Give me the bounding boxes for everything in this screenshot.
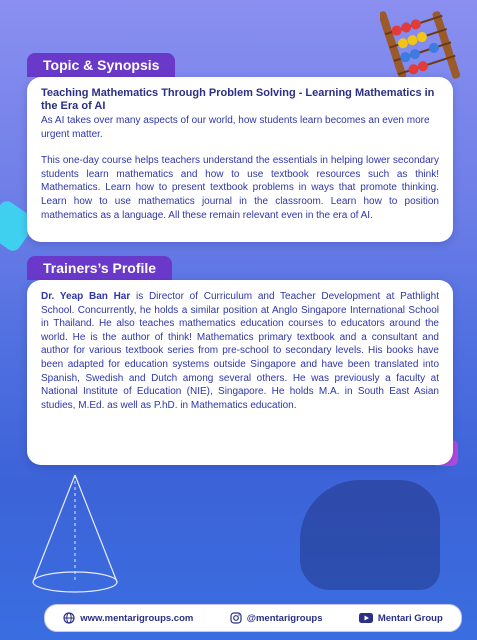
topic-tab: Topic & Synopsis <box>27 53 175 77</box>
profile-tab: Trainers’s Profile <box>27 256 172 280</box>
abacus-decoration <box>380 4 460 84</box>
course-description: This one-day course helps teachers understand the essentials in helping lower secondary students learn mathematics and how to use textbook resources such as think! Mathematics. Learn how to present textbook problems in ways that promote thinking. Learn how to use mathematics journal in the classroom. Learn how to position mathematics as a language. All these remain relevant even in the era of AI. <box>41 155 439 221</box>
course-intro: As AI takes over many aspects of our world, how students learn becomes an even more urgent matter. <box>41 115 430 140</box>
globe-icon <box>63 612 75 624</box>
trainer-bio: is Director of Curriculum and Teacher Development at Pathlight School. Concurrently, he holds a similar position at Anglo Singapore International School in Thailand. He also teaches mathematics education courses to educators around the world. He is the author of think! Mathematics primary textbook and a consultant and author for various textbook series from pre-school to secondary levels. His books have been adapted for education systems outside Singapore and have been translated into Spanish, Swedish and Dutch among several others. He was previously a faculty at National Institute of Education (NIE), Singapore. He holds M.A. in South East Asian studies, M.Ed. as well as P.hD. in Mathematics education. <box>41 291 439 411</box>
topic-card <box>27 77 453 242</box>
instagram-link[interactable] <box>230 612 323 624</box>
instagram-icon <box>230 612 242 624</box>
youtube-link[interactable] <box>359 613 443 624</box>
website-text: www.mentarigroups.com <box>80 612 194 624</box>
profile-card <box>27 280 453 465</box>
youtube-text: Mentari Group <box>377 612 443 624</box>
trainer-name: Dr. Yeap Ban Har <box>41 291 131 302</box>
website-link[interactable] <box>63 612 193 624</box>
cone-drawing-decoration <box>20 470 130 600</box>
instagram-text: @mentarigroups <box>246 612 323 624</box>
hand-drawing-decoration <box>300 480 440 590</box>
trainer-profile-text <box>41 290 439 412</box>
youtube-icon <box>359 613 373 623</box>
footer-bar <box>44 604 462 632</box>
course-title: Teaching Mathematics Through Problem Solving - Learning Mathematics in the Era of AI <box>41 87 435 112</box>
